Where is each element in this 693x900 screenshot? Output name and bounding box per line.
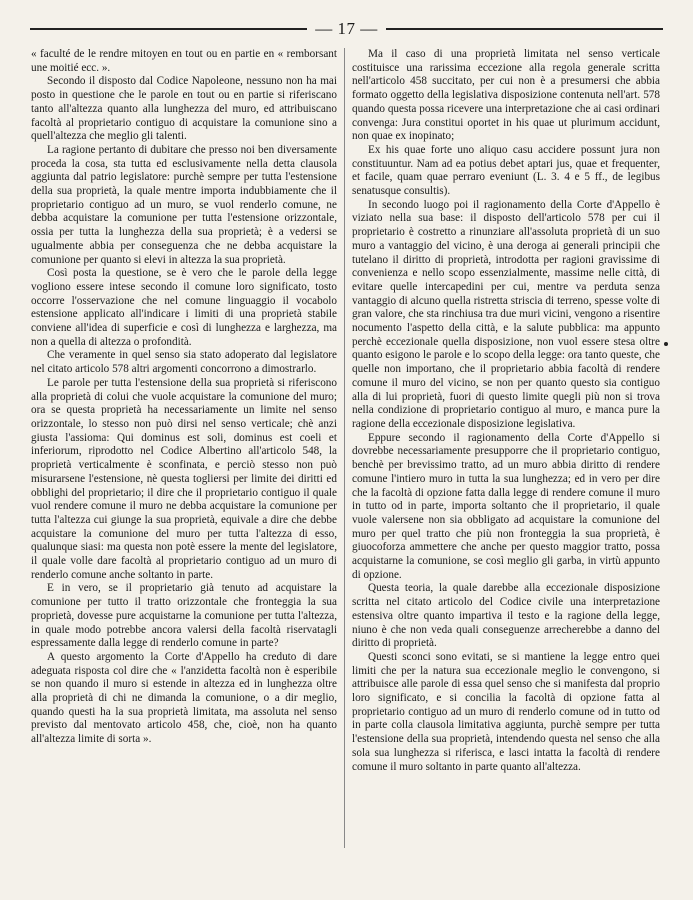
paragraph: Così posta la questione, se è vero che le parole della legge vogliono essere intese secondo il comune loro significato, tosto occorre l'osservazione che nel comune linguaggio il vocabolo estensione applicato all'indicare i limiti di una proprietà stabile conviene all'idea di superficie e così di lunghezza e larghezza, ma non a quella di altezza o profondità. (31, 267, 337, 348)
header-rule-right (386, 28, 663, 30)
paragraph: Secondo il disposto dal Codice Napoleone, nessuno non ha mai posto in questione che le parole en tout ou en partie si riferiscano tanto all'altezza quanto alla lunghezza del muro, ed attribuiscano facoltà al proprietario contiguo di acquistare la comunione sino a quell'altezza che meglio gli talenti. (31, 75, 337, 143)
paragraph: Ex his quae forte uno aliquo casu accidere possunt jura non constituuntur. Nam ad ea potius debet aptari jus, quae et frequenter, et facile, quam quae perraro eveniunt (L. 3. 4 e 5 ff., de legibus senatusque consultis). (352, 143, 660, 198)
column-divider (344, 48, 345, 848)
paragraph: Le parole per tutta l'estensione della sua proprietà si riferiscono alla proprietà di colui che vuole acquistare la comunione del muro; ora se questa proprietà ha necessariamente un limite nel senso orizzontale, lo stesso non può dirsi nel senso verticale; chè anzi giusta l'assioma: Qui dominus est soli, dominus est coeli et inferiorum, riprodotto nel Codice Albertino all'articolo 548, la proprietà verticalmente è sconfinata, e perciò stesso non può misurarsene l'estensione, nè questa togliersi per limite dei diritti ed obblighi del proprietario; il dire che il proprietario contiguo il quale vuol rendere comune il muro ne debba acquistare la comunione per tutta l'altezza cui giunge la sua proprietà, equivale a dire che debbe acquistare la comunione del muro per tutta l'altezza di esso, qualunque siasi: ma questa non potè essere la mente del legislatore, il quale volle dare facoltà al proprietario contiguo ad un muro di renderlo comune anche soltanto in parte. (31, 376, 337, 581)
paragraph: E in vero, se il proprietario già tenuto ad acquistare la comunione per tutto il tratto orizzontale che fronteggia la sua proprietà, dovesse pure acquistarne la comunione per tutta l'altezza, in quale modo potrebbe ancora valersi della facoltà riservatagli espressamente dalla legge di renderlo comune in parte? (31, 582, 337, 650)
paragraph: Ma il caso di una proprietà limitata nel senso verticale costituisce una rarissima eccezione alla regola generale scritta nell'articolo 458 succitato, per cui non è a presumersi che abbia formato oggetto della legislativa disposizione contenuta nell'art. 578 quando questa possa ricevere una interpretazione che ai casi ordinari convenga: Jura constitui oportet in his quae ut plurimum accidunt, non quae ex inopinato; (352, 48, 660, 143)
left-column (31, 48, 337, 747)
margin-mark (664, 342, 668, 346)
right-column (352, 48, 660, 774)
page-number: — 17 — (315, 19, 378, 38)
page-header (30, 18, 663, 40)
paragraph: Che veramente in quel senso sia stato adoperato dal legislatore nel citato articolo 578 altri argomenti concorrono a dimostrarlo. (31, 349, 337, 376)
paragraph: Eppure secondo il ragionamento della Corte d'Appello si dovrebbe necessariamente presupporre che il proprietario contiguo, benchè per brevissimo tratto, ad un muro abbia diritto di rendere comune l'intiero muro in tutta la sua lunghezza; ed in vero per dire che la facoltà di opzione fatta dalla legge di rendere comune il muro in tutto od in parte, importa soltanto che il proprietario, il quale vuole valersene non sia obbligato ad acquistare la comunione del muro per quel tratto che più non fronteggia la sua proprietà, è giuocoforza ammettere che anche per questo maggior tratto, possa acquistarne la comunione, se così meglio gli garba, in virtù appunto di opzione. (352, 431, 660, 581)
paragraph: Questi sconci sono evitati, se si mantiene la legge entro quei limiti che per la natura sua eccezionale meglio le convengono, si attribuisce alle parole di essa quel senso che si manifesta dal proprio loro significato, e si concilia la facoltà di opzione fatta al proprietario contiguo ad un muro di renderlo comune od in tutto od in parte colla clausola limitativa aggiunta, purchè sempre per tutta l'estensione della sua proprietà, intendendo questa nel senso che alla sola sua lunghezza si riferisca, e lasci intatta la facoltà di rendere comune il muro soltanto in parte quanto all'altezza. (352, 650, 660, 773)
paragraph: In secondo luogo poi il ragionamento della Corte d'Appello è viziato nella sua base: il disposto dell'articolo 578 per cui il proprietario è costretto a rinunziare all'assoluta proprietà di un suo muro a vantaggio del vicino, è una deroga ai generali principii che tutelano il diritto di proprietà, introdotta per ragioni gravissime di convenienza e nello scopo essenzialmente, massime nelle città, di evitare quelle intercapedini per cui, mentre va perduta senza vantaggio di alcuno quella ristretta striscia di terreno, spesse volte di gran valore, che sta rinchiusa tra due muri vicini, vengono a risentire nocumento l'aspetto della città, e la salute pubblica: ma appunto perchè eccezionale quella disposizione, non vuol essere stesa oltre quanto esigono le parole e lo scopo della legge: ora tanto queste, che quelle non importano, che il proprietario abbia facoltà di rendere comune il muro del vicino, se non per quanto questo sia contiguo alla di lui proprietà, fuori di questo limite quegli più non si trova nella condizione di proprietario contiguo al muro, e manca pure la ragione della eccezionale disposizione legislativa. (352, 198, 660, 430)
paragraph: « faculté de le rendre mitoyen en tout ou en partie en « remborsant une moitié ecc. ». (31, 48, 337, 74)
header-rule-left (30, 28, 307, 30)
paragraph: La ragione pertanto di dubitare che presso noi ben diversamente proceda la cosa, sta tutta ed esclusivamente nella detta clausola aggiunta dal patrio legislatore: purchè sempre per tutta l'estensione della sua proprietà, la quale mentre importa indubbiamente che il proprietario contiguo ad un muro, se vuol renderlo comune, ne debba acquistare la comunione per tutta l'estensione orizzontale, ossia per tutta la lunghezza della sua proprietà; è a vedersi se ugualmente abbia per conseguenza che ne debba acquistare la comunione per quanto si elevi in altezza la sua proprietà. (31, 143, 337, 266)
paragraph: A questo argomento la Corte d'Appello ha creduto di dare adeguata risposta col dire che « l'anzidetta facoltà non è esperibile se non quando il muro si estende in altezza ed in lunghezza oltre alla proprietà di chi ne dimanda la comunione, o a dir meglio, quando questi ha la sua proprietà limitata, ma assoluta nel senso previsto dal mentovato articolo 458, che, cioè, non ha quanto all'altezza limite di sorta ». (31, 650, 337, 746)
paragraph: Questa teoria, la quale darebbe alla eccezionale disposizione scritta nel citato articolo del Codice civile una interpretazione estensiva oltre quanto impartiva il testo e la ragione della legge, niuno è che non veda quali conseguenze arrecherebbe a danno del diritto di proprietà. (352, 582, 660, 650)
